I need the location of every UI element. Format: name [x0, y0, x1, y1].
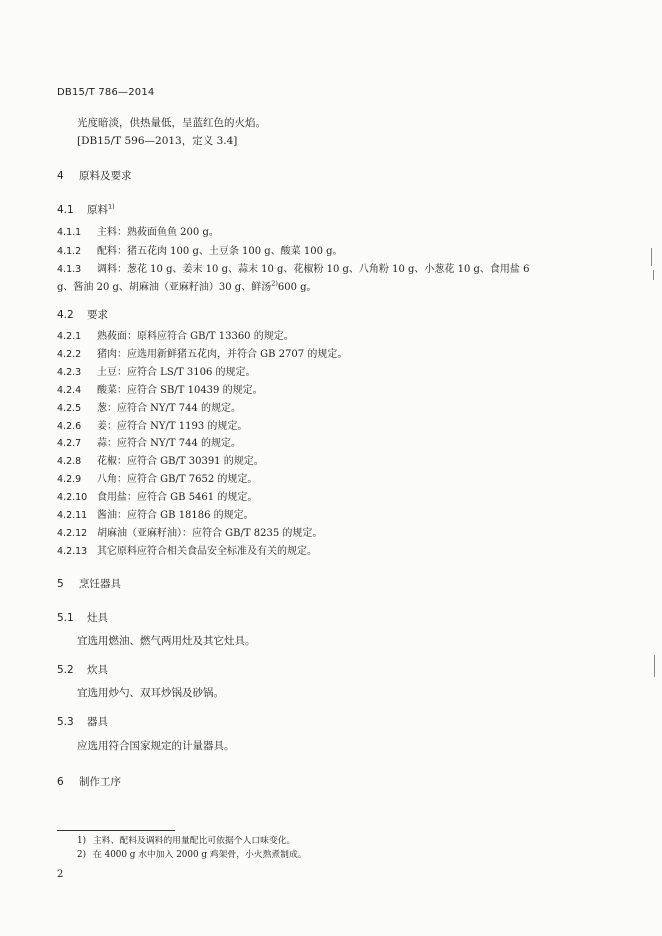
section-title: 制作工序	[79, 776, 121, 788]
list-item	[57, 263, 529, 277]
item-text: 食用盐：应符合 GB 5461 的规定。	[97, 492, 258, 504]
section-title: 要求	[87, 309, 108, 321]
intro-line-1: 光度暗淡，供热量低，呈蓝红色的火焰。	[77, 117, 266, 129]
item-number: 4.2.6	[57, 420, 82, 432]
section-number: 5	[57, 578, 64, 590]
item-text: 蒜：应符合 NY/T 744 的规定。	[97, 438, 242, 450]
list-item	[57, 473, 257, 487]
item-number: 4.2.7	[57, 438, 82, 450]
list-item	[57, 384, 263, 398]
item-text: 调料：葱花 10 g、姜末 10 g、蒜末 10 g、花椒粉 10 g、八角粉 10 g、小葱花 10 g、食用盐 6	[97, 264, 530, 275]
list-item	[57, 330, 294, 344]
item-number: 4.2.11	[57, 510, 88, 521]
section-number: 6	[57, 776, 64, 788]
section-title: 原料及要求	[79, 170, 132, 182]
section-6-heading	[57, 774, 121, 789]
section-5-1-heading	[57, 610, 108, 625]
section-number: 5.1	[57, 612, 74, 624]
list-item	[57, 366, 256, 380]
list-item	[57, 348, 347, 362]
footnote-text: 在 4000 g 水中加入 2000 g 鸡架骨，小火熬煮制成。	[93, 850, 307, 860]
footnote-divider	[57, 830, 175, 831]
section-title: 原料	[87, 204, 108, 216]
item-number: 4.2.3	[57, 366, 82, 378]
item-text: 酸菜：应符合 SB/T 10439 的规定。	[97, 384, 263, 396]
intro-line-2: [DB15/T 596—2013，定义 3.4]	[77, 135, 238, 147]
item-text: 其它原料应符合相关食品安全标准及有关的规定。	[97, 545, 317, 557]
item-text: 酱油：应符合 GB 18186 的规定。	[97, 510, 254, 521]
list-item-continuation	[57, 281, 317, 295]
scan-artifact	[654, 655, 655, 677]
section-5-heading	[57, 576, 121, 591]
document-header: DB15/T 786—2014	[57, 87, 155, 98]
footnote	[77, 849, 307, 862]
footnote-number: 1)	[77, 836, 87, 846]
item-number: 4.2.5	[57, 402, 82, 414]
item-number: 4.2.1	[57, 331, 82, 342]
item-text: g、酱油 20 g、胡麻油（亚麻籽油）30 g、鲜汤	[57, 282, 272, 293]
section-5-3-heading	[57, 714, 108, 729]
footnote-text: 主料、配料及调料的用量配比可依据个人口味变化。	[93, 836, 296, 846]
section-4-2-heading	[57, 307, 108, 322]
section-number: 4.2	[57, 309, 74, 321]
section-title: 炊具	[87, 664, 108, 676]
item-text: 熟莜面：原料应符合 GB/T 13360 的规定。	[97, 331, 294, 342]
section-number: 5.3	[57, 716, 74, 728]
item-number: 4.2.9	[57, 474, 82, 486]
list-item	[57, 420, 247, 434]
item-text: 花椒：应符合 GB/T 30391 的规定。	[97, 456, 264, 468]
item-number: 4.1.2	[57, 246, 82, 257]
item-text: 600 g。	[277, 282, 317, 293]
section-number: 4.1	[57, 204, 74, 216]
item-text: 猪肉：应选用新鲜猪五花肉，并符合 GB 2707 的规定。	[97, 348, 348, 360]
item-text: 八角：应符合 GB/T 7652 的规定。	[97, 474, 258, 486]
item-text: 主料：熟莜面鱼鱼 200 g。	[97, 227, 219, 238]
item-number: 4.2.2	[57, 348, 82, 360]
paragraph: 应选用符合国家规定的计量器具。	[77, 740, 235, 752]
item-text: 姜：应符合 NY/T 1193 的规定。	[97, 420, 248, 432]
footnote-number: 2)	[77, 850, 87, 860]
list-item	[57, 226, 219, 240]
section-title: 器具	[87, 716, 108, 728]
footnote-marker: 2)	[271, 279, 278, 288]
item-number: 4.1.3	[57, 264, 82, 275]
list-item	[57, 509, 254, 523]
item-text: 配料：猪五花肉 100 g、土豆条 100 g、酸菜 100 g。	[97, 246, 343, 257]
item-text: 土豆：应符合 LS/T 3106 的规定。	[97, 366, 256, 378]
paragraph: 宜选用炒勺、双耳炒锅及砂锅。	[77, 687, 224, 699]
section-number: 5.2	[57, 664, 74, 676]
item-number: 4.2.13	[57, 545, 88, 557]
list-item	[57, 491, 257, 505]
item-number: 4.2.8	[57, 456, 82, 468]
page-number: 2	[57, 869, 64, 880]
item-number: 4.2.12	[57, 527, 88, 539]
scan-artifact	[651, 248, 652, 266]
item-number: 4.2.4	[57, 384, 82, 396]
paragraph: 宜选用燃油、燃气两用灶及其它灶具。	[77, 635, 256, 647]
list-item	[57, 437, 241, 451]
section-number: 4	[57, 170, 64, 182]
section-title: 灶具	[87, 612, 108, 624]
section-4-1-heading	[57, 202, 115, 217]
list-item	[57, 245, 343, 259]
item-text: 葱：应符合 NY/T 744 的规定。	[97, 402, 242, 414]
footnote	[77, 835, 295, 848]
item-text: 胡麻油（亚麻籽油）：应符合 GB/T 8235 的规定。	[97, 527, 323, 539]
section-title: 烹饪器具	[79, 578, 121, 590]
section-4-heading	[57, 168, 132, 183]
list-item	[57, 545, 317, 559]
list-item	[57, 455, 264, 469]
item-number: 4.1.1	[57, 227, 82, 238]
item-number: 4.2.10	[57, 492, 88, 504]
list-item	[57, 402, 241, 416]
section-5-2-heading	[57, 662, 108, 677]
list-item	[57, 527, 322, 541]
footnote-marker: 1)	[108, 202, 115, 211]
scan-artifact	[653, 270, 654, 280]
